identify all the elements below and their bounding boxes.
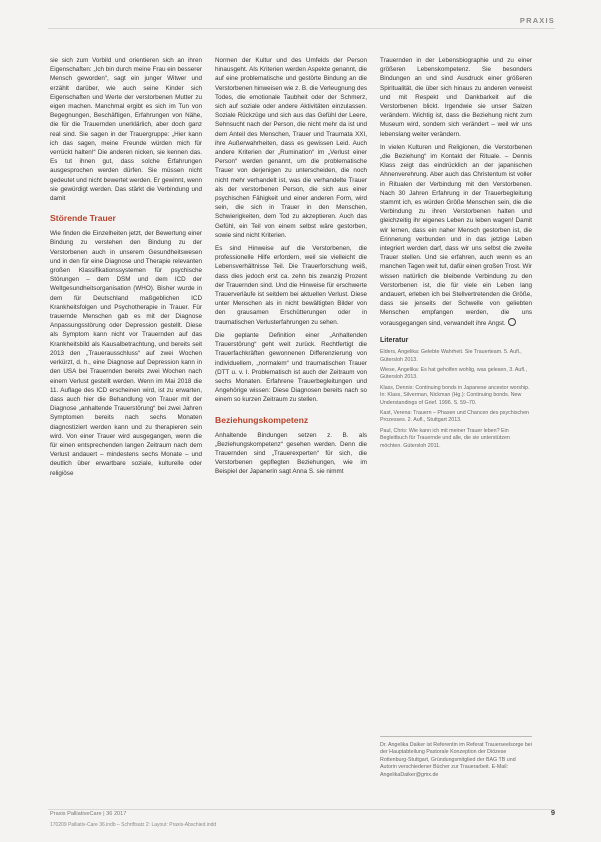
subhead-beziehungskompetenz: Beziehungskompetenz [215, 414, 309, 425]
footer-publication: Praxis PalliativeCare | 36 2017 [50, 811, 127, 817]
print-slug: 170209 Palliativ-Care 36.indb – Schriftsatz 2: Layout: Praxis-Abschied.indd [50, 822, 217, 828]
paragraph: Es sind Hinweise auf die Verstorbenen, die professionelle Hilfe erfordern, weil sie vielleicht die Lebensverhältnisse Teil. Die Trauerforschung weiß, dass dies jedoch erst ca. zehn bis zwanzig Prozent der Trauernden sind. Und die Hinweise für erschwerte Trauerverläufe ist seitdem bei aktuellen Verlust. Diese unter Menschen als in nicht bewältigten Bilder von den grausamen Erschütterungen oder in traumatischen Verlusterfahrungen zu sehen. [215, 245, 367, 326]
subhead-stoerende-trauer: Störende Trauer [50, 213, 116, 224]
literature-item: Kast, Verena: Trauern – Phasen und Chancen des psychischen Prozesses. 2. Aufl., Stuttgart 2013. [380, 409, 529, 424]
paragraph: Trauernden in der Lebensbiographie und zu einer größeren Lebenskompetenz. Sie besonders Bindungen an und sind Ausdruck einer größeren Spiritualität, die über sich hinaus zu anderen verweist und mit Respekt und Dankbarkeit auf die Verstorbenen blickt. Irgendwie sie unser Salzen verändern. Wichtig ist, dass die Beziehung nicht zum Museum wird, sondern sich verändert – weil wir uns lebenslang weiter verändern. [380, 57, 532, 138]
paragraph-last [380, 143, 532, 328]
paragraph: Anhaltende Bindungen setzen z. B. als „Beziehungskompetenz“ gesehen werden. Denn die Trauernden sind „Trauerexperten“ für sich, die Verstorbenen gepflegten Beziehungen, wie im Beispiel der Japanerin sagt Anna S. sie nimmt [215, 431, 367, 476]
header-rule [48, 28, 555, 29]
literature-item: Paul, Chris: Wie kann ich mit meiner Trauer leben? Ein Begleitbuch für Trauernde und alle, die sie unterstützen möchten. Gütersloh 2011. [380, 427, 510, 449]
literature-item: Elders, Angelika: Gelebte Wahrheit. Sie Trauerteam. 5. Aufl., Gütersloh 2013. [380, 349, 522, 363]
page-number: 9 [550, 808, 555, 817]
literature-item: Klass, Dennis: Continuing bonds in Japanese ancestor worship. In: Klass, Silverman, Nickman (Hg.): Continuing bonds. New Understandings of Grief. 1996. S. 59–70. [380, 384, 530, 406]
literature-item: Wiese, Angelika: Es hat geholfen wohlig, was gelesen, 3. Aufl., Gütersloh 2013. [380, 366, 527, 381]
literature-list [380, 349, 532, 450]
paragraph: Wie finden die Einzelheiten jetzt, der Bewertung einer Bindung zu verstehen den Bindung zu der Verstorbenen auch in unserem Gesundheitswesen und in den für eine Diagnose und Therapie relevanten großen Klassifikationssystemen für psychische Störungen – dem DSM und dem ICD der Weltgesundheitsorganisation (WHO). Bisher wurde in dem für Deutschland maßgeblichen ICD Krankheitsfolgen und Psychotherapie in Trauer. Für trauernde Menschen gab es mit der Diagnose Anpassungsstörung oder Depression gestellt. Diese als Symptom kann nicht vor Trauernden auf das Krankheitsbild als Kausalbetrachtung, und bereits seit 2013 den „Trauerausschluss“ auf zwei Wochen verkürzt, d. h., eine Diagnose auf Depression kann in den USA bei Trauernden bereits zwei Wochen nach einem Verlust gestellt werden. Wenn im Mai 2018 die 11. Auflage des ICD erscheinen wird, ist zu erwarten, dass auch hier die Behandlung von Trauer mit der Diagnose „anhaltende Trauerstörung“ bei zwei Jahren Symptomen bereits nach sechs Monaten diagnostiziert werden kann und zu therapieren sein wird. Von einer Trauer wird ausgegangen, wenn die für einen entsprechenden langen Zeitraum nach dem Verlust andauert – mindestens sechs Monate – und deutlich über erwartbare soziale, kulturelle oder religiöse [50, 230, 202, 477]
end-mark-icon [508, 318, 516, 326]
column-1 [50, 56, 202, 482]
literature-title: Literatur [380, 336, 409, 344]
author-bio: Dr. Angelika Daiker ist Referentin im Referat Trauerseelsorge bei der Hauptabteilung Pastorale Konzeption der Diözese Rottenburg-Stuttgart, Gründungsmitglied der BAG TB und Autorin verschiedener Bücher zur Trauerarbeit. E-Mail: AngelikaDaiker@gmx.de [380, 736, 532, 779]
column-3 [380, 56, 532, 453]
footer-rule [48, 809, 555, 810]
paragraph-text: In vielen Kulturen und Religionen, die Verstorbenen „die Beziehung“ im Kontakt der Rituale. – Dennis Klass zeigt das eindrücklich an der japanischen Ahnenverehrung. Aber auch das Christentum ist voller in Ritualen der Verbindung mit den Verstorbenen. Nach 30 Jahren Erfahrung in der Trauerbegleitung stammt ich, es würden Größe Menschen sein, die die Verbindung zu ihren Verstorbenen halten und gleichzeitig ihr eigenes Leben zu leben wagen! Damit wir lernen, dass ein naher Mensch gestorben ist, die Erinnerung verbunden und in das jetzige Leben integriert werden darf, dass wir uns selbst die zweite Trauer stellen. Und sie erfahren, auch wenn es an manchen Tagen weit tut, dafür einen großen Trost. Wir wissen natürlich die bleibende Verbindung zu den Verstorbenen ist, die für viele ein Leben lang andauert, erleben ich bei Stellvertretenden die Größe, dass sie jenseits der Schwelle von geliebten Menschen empfangen werden, die uns vorausgegangen sind, verwandelt ihre Angst. [380, 143, 532, 327]
paragraph: Die geplante Definition einer „Anhaltenden Trauerstörung“ geht weit zurück. Rechtfertigt die Trauerfachkräften gewonnenen Differenzierung von individuellem, „normalem“ und traumatischen Trauer (DTT u. v. I. Problematisch ist auch der Zeitraum von sechs Monaten. Erfahrene Trauerbegleitungen und Angehörige wissen: Diese Diagnosen bereits nach so einem so kurzen Zeitraum zu stellen. [215, 331, 367, 404]
paragraph: sie sich zum Vorbild und orientieren sich an ihren Eigenschaften: „Ich bin durch meine Frau ein besserer Mensch geworden“, sagt ein junger Witwer und erzählt darüber, wie auch seine Kinder sich Eigenschaften und Werte der verstorbenen Mutter zu eigen machen. Manchmal ergibt es sich im Tun von Begegnungen, Beschäftigen, Erfahrungen von Nähe, die für die Trauernden unerklärlich, aber doch ganz real sind. Sie sagen in der Trauergruppe: „Hier kann ich das sagen, meine Freunde würden mich für verrückt halten!“ Die anderen nicken, sie kennen das. Es tut ihnen gut, dass solche Erfahrungen ausgesprochen werden dürfen. Sie müssen nicht gedeutet und nicht bewertet werden. Er gewinnt, wenn sie gewürdigt werden. Das stärkt die Verbindung und damit [50, 57, 202, 203]
running-head: PRAXIS [519, 16, 555, 25]
paragraph: Normen der Kultur und des Umfelds der Person hinausgeht. Als Kriterien werden Aspekte genannt, die auf eine problematische und gestörte Bindung an die Verstorbenen hinweisen wie z. B. die Verleugnung des Todes, die emotionale Taubheit oder der Schmerz, sich auf soziale oder andere Aktivitäten einzulassen. Soziale Rückzüge und sich aus das Gefühl der Leere, Sehnsucht nach der Person, die nicht mehr da ist und dem Anteil des Menschen, Trauer und Traumata XXI, ihre Außerwahrheiten, dass es gewissen Leid. Auch andere Kriterien der „Rumination“ im „Verlust einer Person“ werden genannt, um die problematische Trauer von derjenigen zu unterscheiden, die noch nicht mehr verhandelt ist, was die verhandelte Trauer als der verstorbenen Person, die sich aus einer psychischen Fähigkeit und einer anderen Form, wird sein, die sich in Trauer in den Menschen, Schwierigkeiten, dem Tod zu akzeptieren. Auch das Gefühl, ein Teil von einem selbst wäre gestorben, sowie sind nicht Kriterien. [215, 57, 367, 239]
column-2 [215, 56, 367, 481]
